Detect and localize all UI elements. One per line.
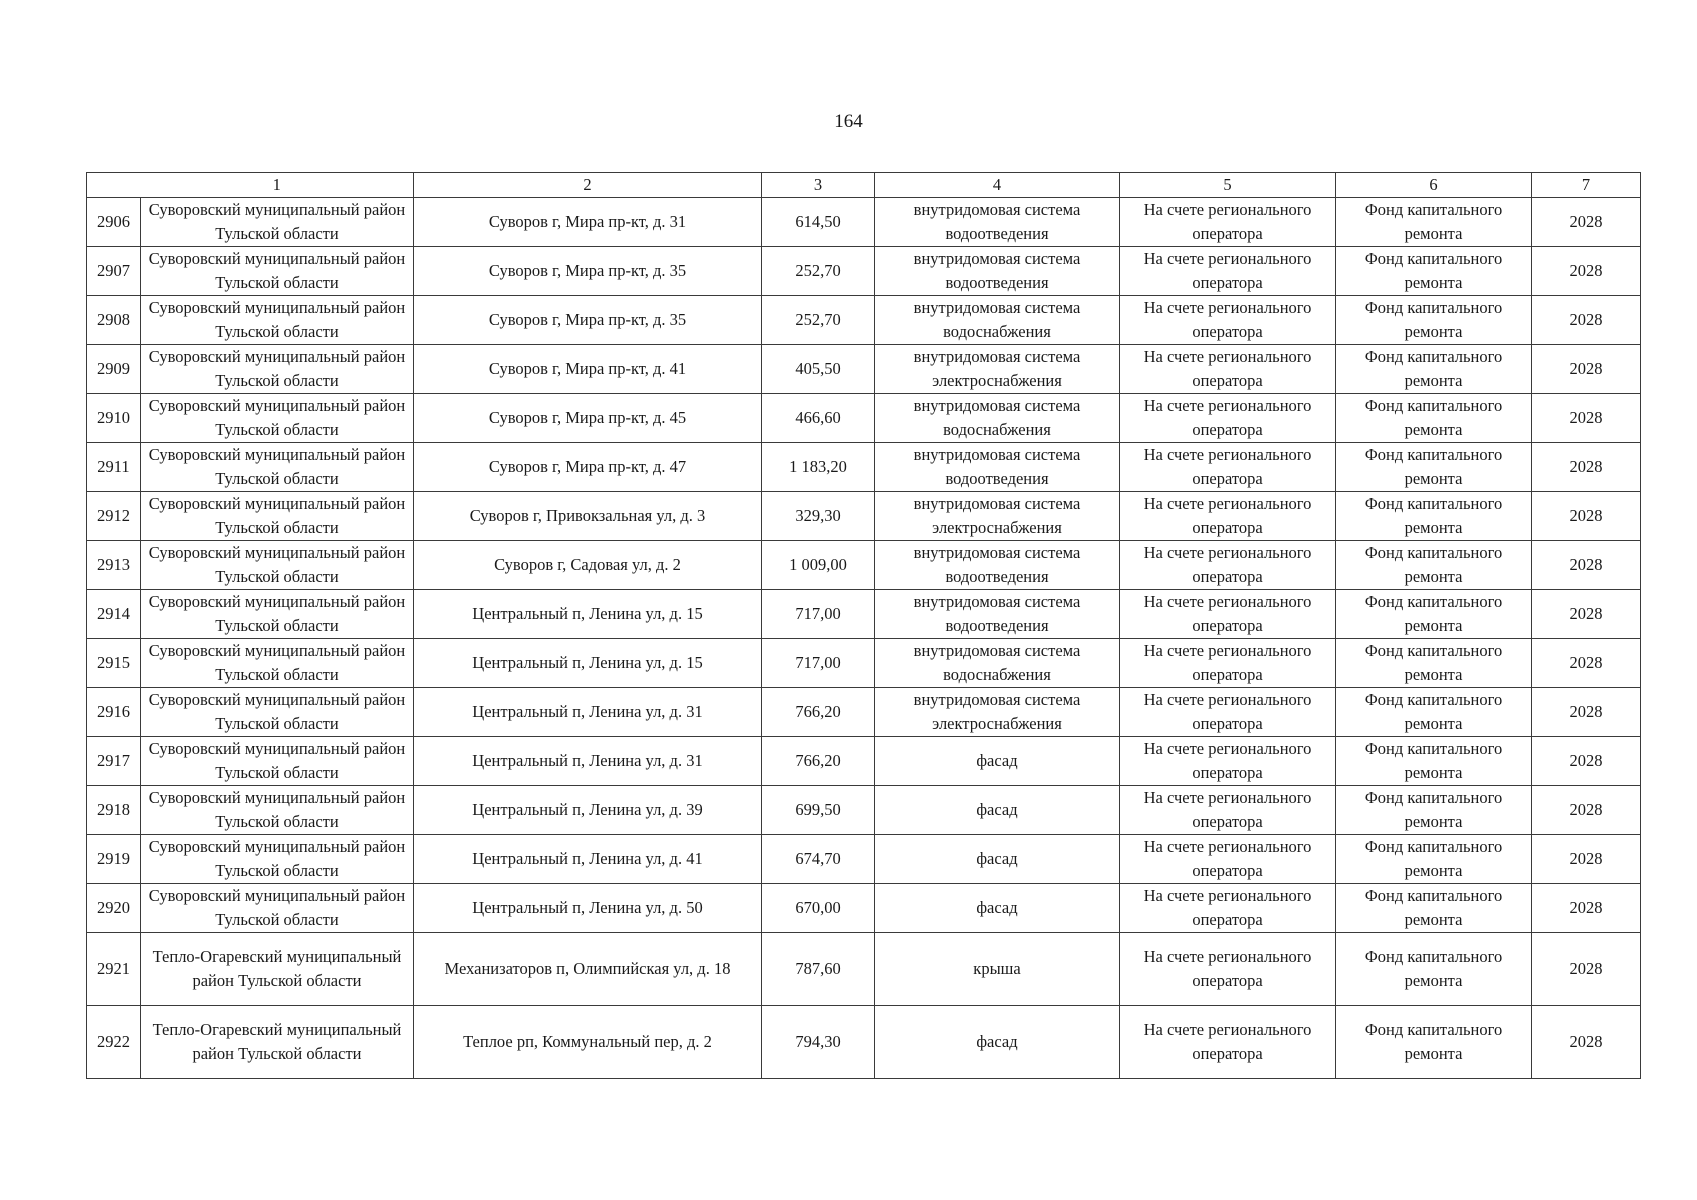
- fund-cell: Фонд капитального ремонта: [1336, 296, 1532, 345]
- account-cell: На счете регионального оператора: [1120, 688, 1336, 737]
- address-cell: Центральный п, Ленина ул, д. 31: [414, 737, 762, 786]
- row-number-cell: 2920: [87, 884, 141, 933]
- account-cell: На счете регионального оператора: [1120, 492, 1336, 541]
- address-cell: Центральный п, Ленина ул, д. 41: [414, 835, 762, 884]
- area-cell: 787,60: [762, 933, 875, 1006]
- column-header-7: 7: [1532, 173, 1641, 198]
- account-cell: На счете регионального оператора: [1120, 198, 1336, 247]
- area-cell: 252,70: [762, 296, 875, 345]
- area-cell: 252,70: [762, 247, 875, 296]
- year-cell: 2028: [1532, 198, 1641, 247]
- year-cell: 2028: [1532, 394, 1641, 443]
- district-cell: Суворовский муниципальный район Тульской области: [141, 786, 414, 835]
- area-cell: 717,00: [762, 639, 875, 688]
- table-row: [87, 835, 1641, 884]
- district-cell: Суворовский муниципальный район Тульской области: [141, 884, 414, 933]
- district-cell: Тепло-Огаревский муниципальный район Тульской области: [141, 933, 414, 1006]
- table-row: [87, 786, 1641, 835]
- area-cell: 614,50: [762, 198, 875, 247]
- district-cell: Тепло-Огаревский муниципальный район Тульской области: [141, 1006, 414, 1079]
- row-number-cell: 2911: [87, 443, 141, 492]
- row-number-cell: 2919: [87, 835, 141, 884]
- work-type-cell: внутридомовая система водоснабжения: [875, 639, 1120, 688]
- area-cell: 1 183,20: [762, 443, 875, 492]
- district-cell: Суворовский муниципальный район Тульской области: [141, 296, 414, 345]
- address-cell: Суворов г, Мира пр-кт, д. 35: [414, 247, 762, 296]
- work-type-cell: фасад: [875, 786, 1120, 835]
- work-type-cell: внутридомовая система водоотведения: [875, 443, 1120, 492]
- district-cell: Суворовский муниципальный район Тульской области: [141, 492, 414, 541]
- fund-cell: Фонд капитального ремонта: [1336, 247, 1532, 296]
- account-cell: На счете регионального оператора: [1120, 296, 1336, 345]
- area-cell: 466,60: [762, 394, 875, 443]
- address-cell: Центральный п, Ленина ул, д. 39: [414, 786, 762, 835]
- year-cell: 2028: [1532, 541, 1641, 590]
- fund-cell: Фонд капитального ремонта: [1336, 1006, 1532, 1079]
- year-cell: 2028: [1532, 786, 1641, 835]
- address-cell: Центральный п, Ленина ул, д. 31: [414, 688, 762, 737]
- fund-cell: Фонд капитального ремонта: [1336, 688, 1532, 737]
- area-cell: 1 009,00: [762, 541, 875, 590]
- address-cell: Суворов г, Садовая ул, д. 2: [414, 541, 762, 590]
- work-type-cell: внутридомовая система электроснабжения: [875, 688, 1120, 737]
- table-row: [87, 933, 1641, 1006]
- column-header-6: 6: [1336, 173, 1532, 198]
- district-cell: Суворовский муниципальный район Тульской области: [141, 835, 414, 884]
- column-header-4: 4: [875, 173, 1120, 198]
- work-type-cell: фасад: [875, 884, 1120, 933]
- fund-cell: Фонд капитального ремонта: [1336, 541, 1532, 590]
- table-row: [87, 394, 1641, 443]
- table-body: [87, 198, 1641, 1079]
- work-type-cell: внутридомовая система водоотведения: [875, 590, 1120, 639]
- area-cell: 766,20: [762, 737, 875, 786]
- page-number: 164: [834, 111, 863, 132]
- column-header-1: 1: [141, 173, 414, 198]
- address-cell: Суворов г, Мира пр-кт, д. 35: [414, 296, 762, 345]
- work-type-cell: внутридомовая система водоснабжения: [875, 394, 1120, 443]
- year-cell: 2028: [1532, 247, 1641, 296]
- account-cell: На счете регионального оператора: [1120, 443, 1336, 492]
- table-row: [87, 1006, 1641, 1079]
- table-row: [87, 639, 1641, 688]
- account-cell: На счете регионального оператора: [1120, 394, 1336, 443]
- district-cell: Суворовский муниципальный район Тульской области: [141, 345, 414, 394]
- table-row: [87, 247, 1641, 296]
- district-cell: Суворовский муниципальный район Тульской области: [141, 688, 414, 737]
- year-cell: 2028: [1532, 884, 1641, 933]
- year-cell: 2028: [1532, 933, 1641, 1006]
- fund-cell: Фонд капитального ремонта: [1336, 786, 1532, 835]
- table-row: [87, 492, 1641, 541]
- year-cell: 2028: [1532, 1006, 1641, 1079]
- row-number-cell: 2909: [87, 345, 141, 394]
- account-cell: На счете регионального оператора: [1120, 835, 1336, 884]
- work-type-cell: внутридомовая система водоотведения: [875, 541, 1120, 590]
- address-cell: Суворов г, Мира пр-кт, д. 47: [414, 443, 762, 492]
- row-number-cell: 2908: [87, 296, 141, 345]
- year-cell: 2028: [1532, 345, 1641, 394]
- work-type-cell: фасад: [875, 1006, 1120, 1079]
- row-number-cell: 2906: [87, 198, 141, 247]
- column-header-index: [87, 173, 141, 198]
- fund-cell: Фонд капитального ремонта: [1336, 835, 1532, 884]
- fund-cell: Фонд капитального ремонта: [1336, 884, 1532, 933]
- fund-cell: Фонд капитального ремонта: [1336, 933, 1532, 1006]
- year-cell: 2028: [1532, 688, 1641, 737]
- district-cell: Суворовский муниципальный район Тульской области: [141, 737, 414, 786]
- fund-cell: Фонд капитального ремонта: [1336, 590, 1532, 639]
- table-row: [87, 296, 1641, 345]
- account-cell: На счете регионального оператора: [1120, 541, 1336, 590]
- district-cell: Суворовский муниципальный район Тульской области: [141, 247, 414, 296]
- district-cell: Суворовский муниципальный район Тульской области: [141, 198, 414, 247]
- row-number-cell: 2921: [87, 933, 141, 1006]
- area-cell: 794,30: [762, 1006, 875, 1079]
- account-cell: На счете регионального оператора: [1120, 1006, 1336, 1079]
- row-number-cell: 2918: [87, 786, 141, 835]
- fund-cell: Фонд капитального ремонта: [1336, 737, 1532, 786]
- address-cell: Суворов г, Мира пр-кт, д. 45: [414, 394, 762, 443]
- table-row: [87, 345, 1641, 394]
- district-cell: Суворовский муниципальный район Тульской области: [141, 541, 414, 590]
- area-cell: 670,00: [762, 884, 875, 933]
- table-row: [87, 443, 1641, 492]
- table-row: [87, 737, 1641, 786]
- table-row: [87, 198, 1641, 247]
- address-cell: Теплое рп, Коммунальный пер, д. 2: [414, 1006, 762, 1079]
- year-cell: 2028: [1532, 639, 1641, 688]
- fund-cell: Фонд капитального ремонта: [1336, 443, 1532, 492]
- table-row: [87, 884, 1641, 933]
- address-cell: Центральный п, Ленина ул, д. 15: [414, 639, 762, 688]
- area-cell: 766,20: [762, 688, 875, 737]
- table-row: [87, 541, 1641, 590]
- work-type-cell: внутридомовая система водоотведения: [875, 198, 1120, 247]
- account-cell: На счете регионального оператора: [1120, 247, 1336, 296]
- account-cell: На счете регионального оператора: [1120, 884, 1336, 933]
- year-cell: 2028: [1532, 737, 1641, 786]
- row-number-cell: 2913: [87, 541, 141, 590]
- address-cell: Суворов г, Мира пр-кт, д. 41: [414, 345, 762, 394]
- district-cell: Суворовский муниципальный район Тульской области: [141, 394, 414, 443]
- account-cell: На счете регионального оператора: [1120, 933, 1336, 1006]
- address-cell: Центральный п, Ленина ул, д. 50: [414, 884, 762, 933]
- year-cell: 2028: [1532, 590, 1641, 639]
- fund-cell: Фонд капитального ремонта: [1336, 198, 1532, 247]
- address-cell: Центральный п, Ленина ул, д. 15: [414, 590, 762, 639]
- area-cell: 717,00: [762, 590, 875, 639]
- capital-repair-table: [86, 172, 1641, 1079]
- row-number-cell: 2910: [87, 394, 141, 443]
- row-number-cell: 2912: [87, 492, 141, 541]
- account-cell: На счете регионального оператора: [1120, 737, 1336, 786]
- account-cell: На счете регионального оператора: [1120, 345, 1336, 394]
- year-cell: 2028: [1532, 443, 1641, 492]
- work-type-cell: внутридомовая система водоотведения: [875, 247, 1120, 296]
- row-number-cell: 2907: [87, 247, 141, 296]
- account-cell: На счете регионального оператора: [1120, 639, 1336, 688]
- column-header-5: 5: [1120, 173, 1336, 198]
- account-cell: На счете регионального оператора: [1120, 590, 1336, 639]
- column-number-row: [87, 173, 1641, 198]
- fund-cell: Фонд капитального ремонта: [1336, 345, 1532, 394]
- year-cell: 2028: [1532, 835, 1641, 884]
- address-cell: Механизаторов п, Олимпийская ул, д. 18: [414, 933, 762, 1006]
- row-number-cell: 2917: [87, 737, 141, 786]
- row-number-cell: 2916: [87, 688, 141, 737]
- area-cell: 405,50: [762, 345, 875, 394]
- address-cell: Суворов г, Мира пр-кт, д. 31: [414, 198, 762, 247]
- fund-cell: Фонд капитального ремонта: [1336, 639, 1532, 688]
- year-cell: 2028: [1532, 492, 1641, 541]
- work-type-cell: фасад: [875, 835, 1120, 884]
- row-number-cell: 2914: [87, 590, 141, 639]
- account-cell: На счете регионального оператора: [1120, 786, 1336, 835]
- district-cell: Суворовский муниципальный район Тульской области: [141, 639, 414, 688]
- column-header-3: 3: [762, 173, 875, 198]
- year-cell: 2028: [1532, 296, 1641, 345]
- fund-cell: Фонд капитального ремонта: [1336, 492, 1532, 541]
- fund-cell: Фонд капитального ремонта: [1336, 394, 1532, 443]
- work-type-cell: фасад: [875, 737, 1120, 786]
- row-number-cell: 2922: [87, 1006, 141, 1079]
- area-cell: 329,30: [762, 492, 875, 541]
- district-cell: Суворовский муниципальный район Тульской области: [141, 443, 414, 492]
- work-type-cell: внутридомовая система электроснабжения: [875, 492, 1120, 541]
- work-type-cell: внутридомовая система водоснабжения: [875, 296, 1120, 345]
- work-type-cell: внутридомовая система электроснабжения: [875, 345, 1120, 394]
- table-row: [87, 688, 1641, 737]
- column-header-2: 2: [414, 173, 762, 198]
- area-cell: 699,50: [762, 786, 875, 835]
- table-row: [87, 590, 1641, 639]
- district-cell: Суворовский муниципальный район Тульской области: [141, 590, 414, 639]
- area-cell: 674,70: [762, 835, 875, 884]
- address-cell: Суворов г, Привокзальная ул, д. 3: [414, 492, 762, 541]
- work-type-cell: крыша: [875, 933, 1120, 1006]
- row-number-cell: 2915: [87, 639, 141, 688]
